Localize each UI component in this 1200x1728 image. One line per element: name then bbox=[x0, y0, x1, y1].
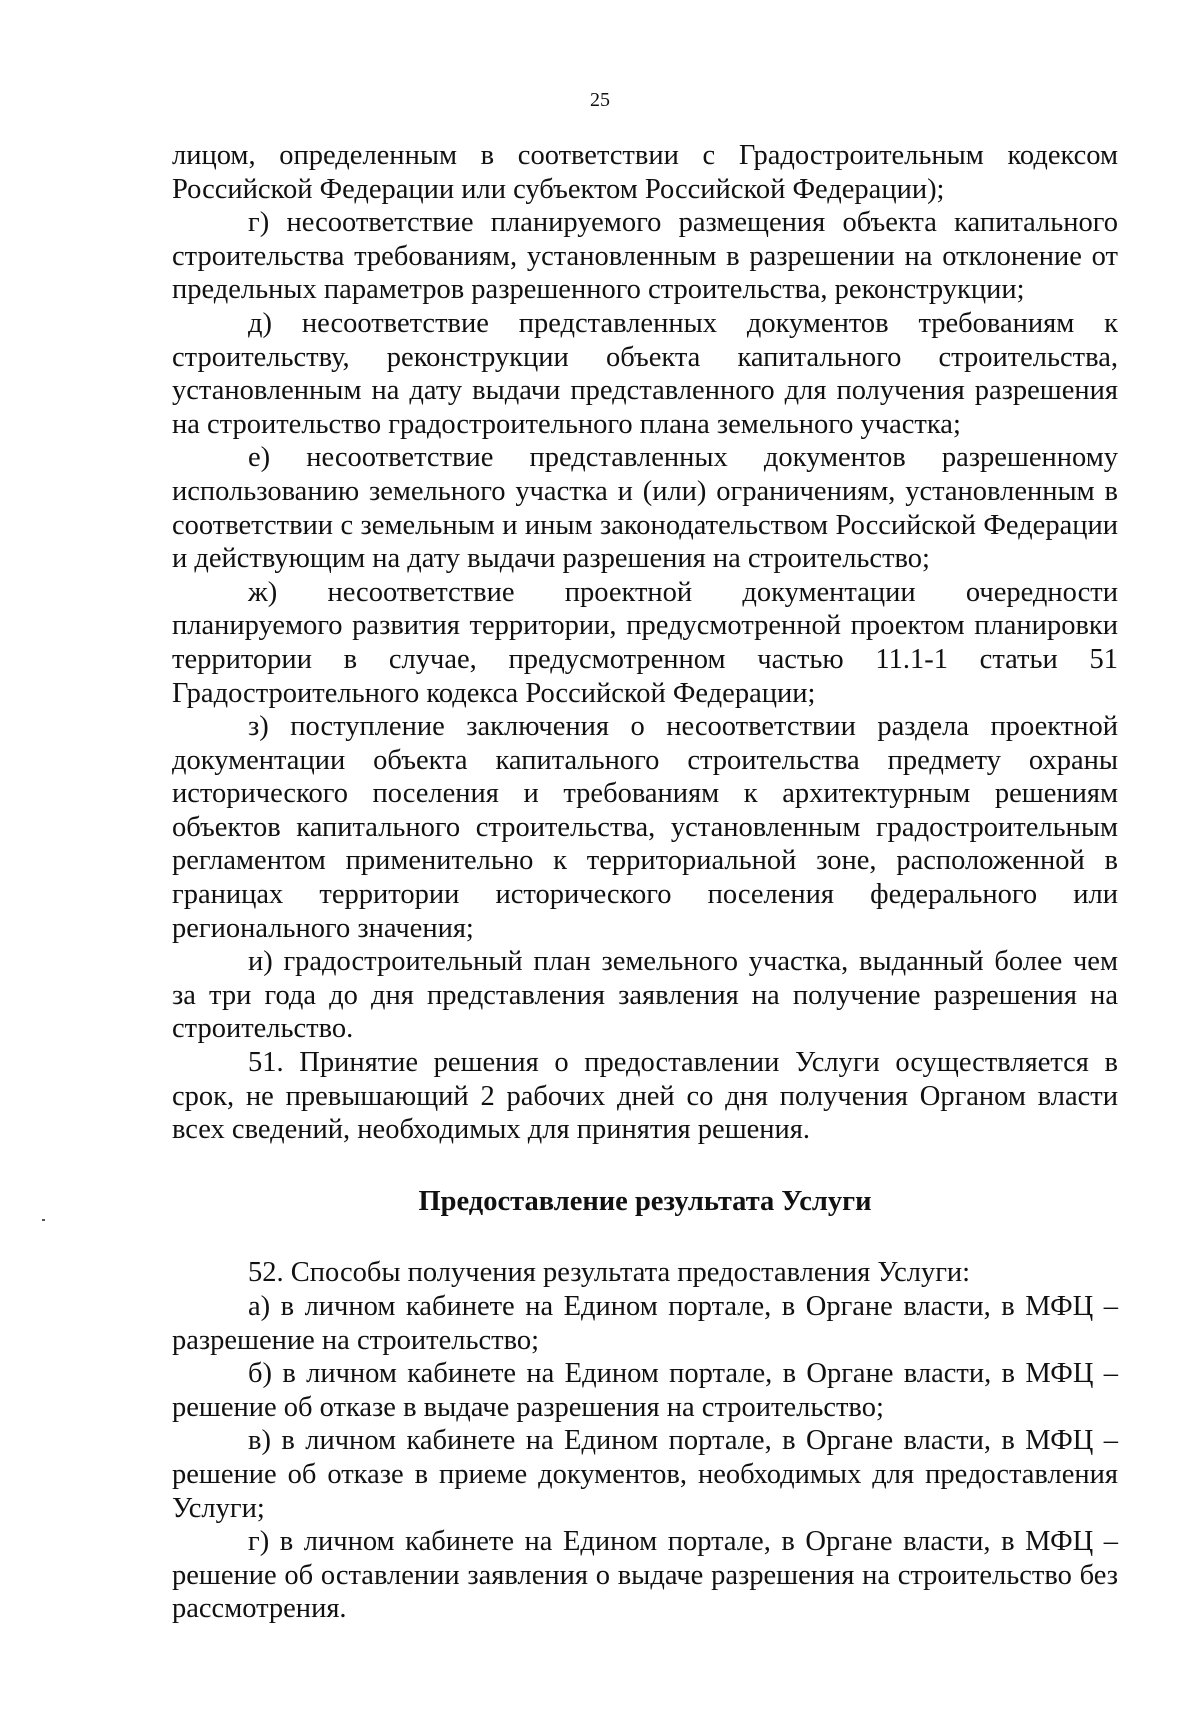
paragraph-item-g: г) несоответствие планируемого размещения объекта капитального строительства требованиям, установленным в разрешении на отклонение от предельных параметров разрешенного строительства, реконструкции; bbox=[172, 207, 1118, 306]
scan-speck bbox=[42, 1219, 45, 1221]
paragraph-52-b: б) в личном кабинете на Едином портале, в Органе власти, в МФЦ – решение об отказе в выдаче разрешения на строительство; bbox=[172, 1358, 1118, 1423]
paragraph-item-d: д) несоответствие представленных документов требованиям к строительству, реконструкции объекта капитального строительства, установленным на дату выдачи представленного для получения разрешения на строительство градостроительного плана земельного участка; bbox=[172, 307, 1118, 440]
paragraph-52-a: а) в личном кабинете на Едином портале, в Органе власти, в МФЦ – разрешение на строительство; bbox=[172, 1291, 1118, 1356]
paragraph-item-e: е) несоответствие представленных документов разрешенному использованию земельного участка и (или) ограничениям, установленным в соответствии с земельным и иным законодательством Российской Федерации и действующим на дату выдачи разрешения на строительство; bbox=[172, 442, 1118, 575]
paragraph-item-z: з) поступление заключения о несоответствии раздела проектной документации объекта капитального строительства предмету охраны исторического поселения и требованиям к архитектурным решениям объектов капитального строительства, установленным градостроительным регламентом применительно к территориальной зоне, расположенной в границах территории исторического поселения федерального или регионального значения; bbox=[172, 711, 1118, 944]
section-heading: Предоставление результата Услуги bbox=[418, 1185, 872, 1217]
paragraph-51: 51. Принятие решения о предоставлении Услуги осуществляется в срок, не превышающий 2 рабочих дней со дня получения Органом власти всех сведений, необходимых для принятия решения. bbox=[172, 1047, 1118, 1146]
paragraph-item-zh: ж) несоответствие проектной документации очередности планируемого развития территории, предусмотренной проектом планировки территории в случае, предусмотренном частью 11.1-1 статьи 51 Градостроительного кодекса Российской Федерации; bbox=[172, 576, 1118, 709]
paragraph-item-i: и) градостроительный план земельного участка, выданный более чем за три года до дня представления заявления на получение разрешения на строительство. bbox=[172, 946, 1118, 1045]
paragraph-continuation: лицом, определенным в соответствии с Градостроительным кодексом Российской Федерации или субъектом Российской Федерации); bbox=[172, 140, 1118, 205]
paragraph-52-g: г) в личном кабинете на Едином портале, в Органе власти, в МФЦ – решение об оставлении заявления о выдаче разрешения на строительство без рассмотрения. bbox=[172, 1526, 1118, 1625]
paragraph-52-v: в) в личном кабинете на Едином портале, в Органе власти, в МФЦ – решение об отказе в приеме документов, необходимых для предоставления Услуги; bbox=[172, 1425, 1118, 1524]
page-number: 25 bbox=[590, 89, 610, 111]
paragraph-52: 52. Способы получения результата предоставления Услуги: bbox=[248, 1257, 971, 1289]
document-body bbox=[172, 139, 1118, 1626]
